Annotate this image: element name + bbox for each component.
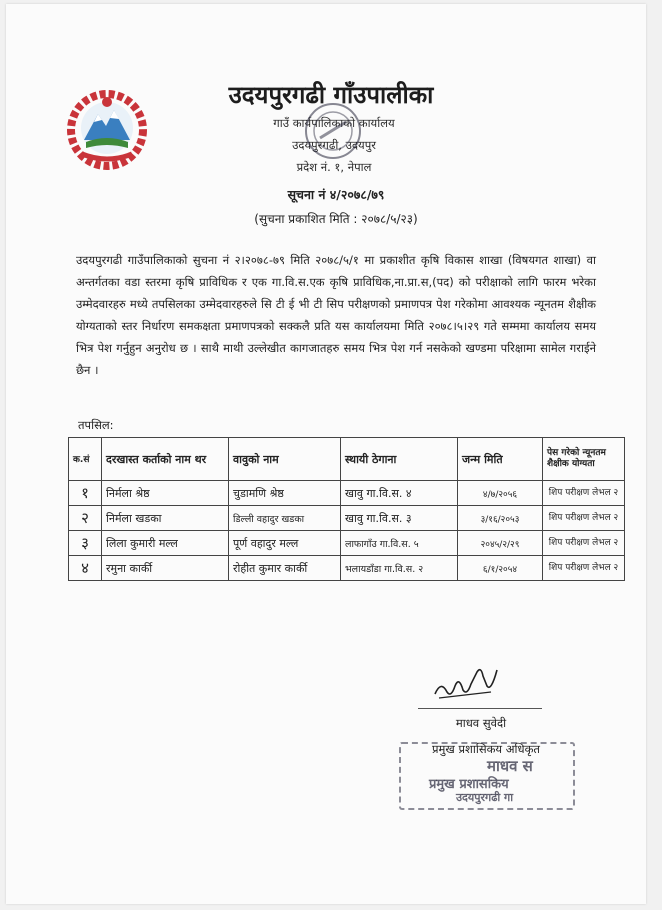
row-name: लिला कुमारी मल्ल (102, 531, 229, 556)
signature-line (418, 708, 542, 709)
row-sn: ३ (69, 531, 102, 556)
row-name: रमुना कार्की (102, 556, 229, 581)
office-location: उदयपुरगढी, उदयपुर (292, 138, 376, 152)
stamp-line-2: प्रमुख प्रशासकिय (429, 777, 509, 792)
table-row (69, 481, 625, 506)
row-dob: ३/१६/२०५३ (458, 506, 543, 531)
notice-body (76, 249, 596, 381)
row-address: खावु गा.वि.स. ३ (341, 506, 458, 531)
notice-number: सूचना नं ४/२०७८/७९ (287, 187, 385, 202)
row-name: निर्मला खडका (102, 506, 229, 531)
round-seal-stamp (302, 100, 364, 162)
row-qualification: शिप परीक्षण लेभल २ (543, 556, 625, 581)
header-sn: क.सं (69, 438, 102, 481)
row-sn: १ (69, 481, 102, 506)
row-qualification: शिप परीक्षण लेभल २ (543, 531, 625, 556)
notice-date: (सुचना प्रकाशित मिति : २०७८/५/२३) (254, 212, 418, 226)
table-header-row (69, 438, 625, 481)
official-stamp (399, 742, 575, 810)
header-father: वावुको नाम (229, 438, 341, 481)
row-qualification: शिप परीक्षण लेभल २ (543, 506, 625, 531)
office-name: गाउँ कार्यपालिकाको कार्यालय (273, 116, 395, 130)
row-father: रोहीत कुमार कार्की (229, 556, 341, 581)
row-dob: २०४५/२/२९ (458, 531, 543, 556)
row-sn: २ (69, 506, 102, 531)
candidates-table (68, 437, 625, 581)
signatory-name: माधव सुवेदी (455, 716, 507, 730)
header-dob: जन्म मिति (458, 438, 543, 481)
row-address: भलायडाँडा गा.वि.स. २ (341, 556, 458, 581)
row-sn: ४ (69, 556, 102, 581)
nepal-emblem-logo (64, 88, 150, 172)
row-father: चुडामणि श्रेष्ठ (229, 481, 341, 506)
row-father: डिल्ली वहादुर खडका (229, 506, 341, 531)
details-label: तपसिल: (78, 418, 114, 432)
header-address: स्थायी ठेगाना (341, 438, 458, 481)
table-row (69, 531, 625, 556)
row-father: पूर्ण वहादुर मल्ल (229, 531, 341, 556)
table-row (69, 506, 625, 531)
table-row (69, 556, 625, 581)
row-address: खावु गा.वि.स. ४ (341, 481, 458, 506)
municipality-title: उदयपुरगढी गाँउपालीका (228, 81, 434, 109)
handwritten-signature (431, 662, 501, 704)
document-page (6, 4, 646, 904)
stamp-line-1: माधव स (487, 757, 533, 775)
row-dob: ६/१/२०५४ (458, 556, 543, 581)
row-qualification: शिप परीक्षण लेभल २ (543, 481, 625, 506)
header-qualification: पेस गरेको न्यूनतम शैक्षीक योग्यता (543, 438, 625, 481)
province-line: प्रदेश नं. १, नेपाल (296, 160, 372, 174)
row-address: लाफागाँउ गा.वि.स. ५ (341, 531, 458, 556)
stamp-line-3: उदयपुरगढी गा (456, 791, 514, 804)
notice-paragraph: उदयपुरगढी गाउँपालिकाको सुचना नं २।२०७८-७९ मिति २०७८/५/१ मा प्रकाशीत कृषि विकास शाखा (विषयगत शाखा) वा अन्तर्गतका वडा स्तरमा कृषि प्राविधिक र एक गा.वि.स.एक कृषि प्राविधिक,ना.प्रा.स,(पद) को परीक्षाको लागि फारम भरेका उम्मेदवारहरु मध्ये तपसिलका उम्मेदवारहरुले सि टी ई भी टी सिप परीक्षणको प्रमाणपत्र पेश गरेकोमा आवश्यक न्यूनतम शैक्षीक योग्यताको स्तर निर्धारण समकक्षता प्रमाणपत्रको सक्कलै प्रति यस कार्यालयमा मिति २०७८।५।२९ गते सम्ममा कार्यालय समय भित्र पेश गर्नुहुन अनुरोध छ । साथै माथी उल्लेखीत कागजातहरु समय भित्र पेश गर्न नसकेको खण्डमा परिक्षामा सामेल गराईने छैन । (76, 253, 596, 377)
header-name: दरखास्त कर्ताको नाम थर (102, 438, 229, 481)
signatory-title: प्रमुख प्रशासिकय अधिकृत (432, 742, 540, 756)
row-dob: ४/७/२०५६ (458, 481, 543, 506)
row-name: निर्मला श्रेष्ठ (102, 481, 229, 506)
